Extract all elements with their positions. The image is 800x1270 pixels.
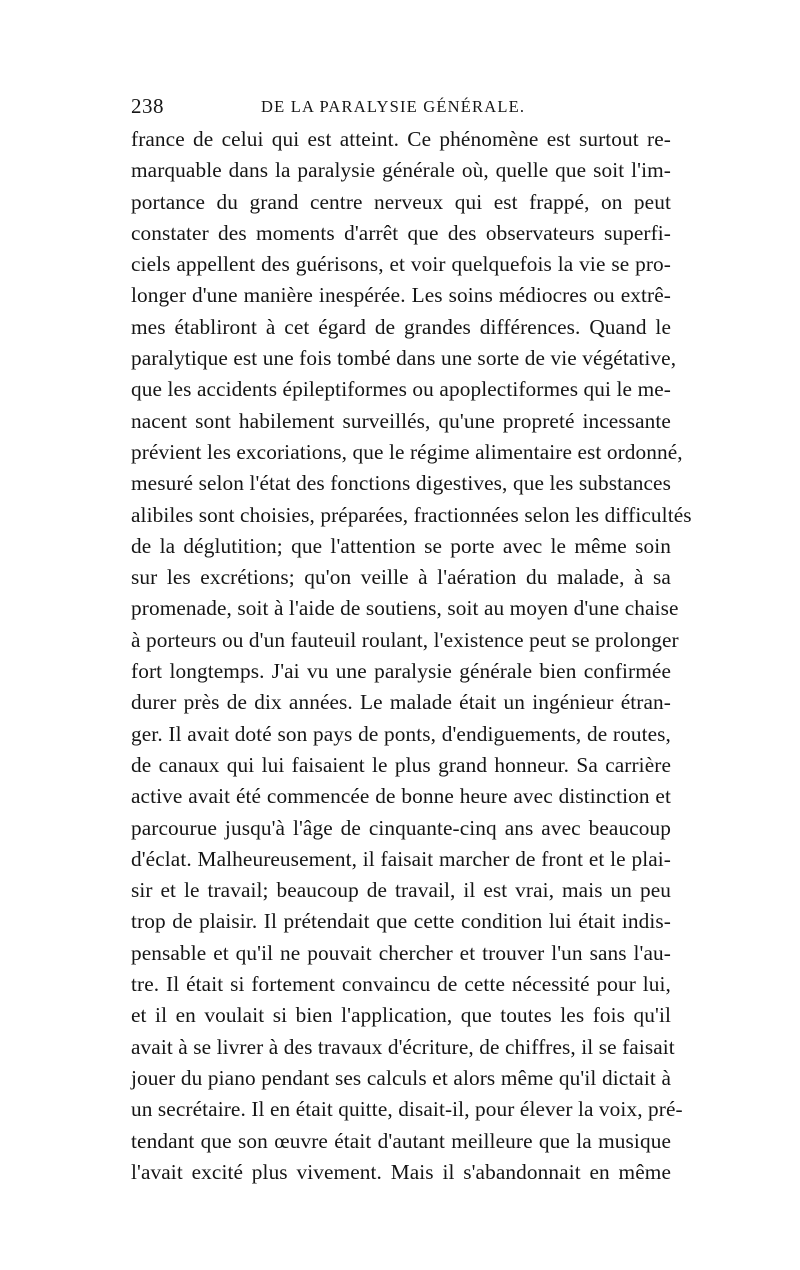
text-line: trop de plaisir. Il prétendait que cette condition lui était indis- [131,909,671,934]
page-number: 238 [131,94,164,118]
text-line: un secrétaire. Il en était quitte, disait-il, pour élever la voix, pré- [131,1097,683,1122]
text-line: sir et le travail; beaucoup de travail, il est vrai, mais un peu [131,878,671,903]
text-line: portance du grand centre nerveux qui est frappé, on peut [131,189,671,214]
text-line: que les accidents épileptiformes ou apoplectiformes qui le me- [131,377,671,402]
text-line: nacent sont habilement surveillés, qu'une propreté incessante [131,408,671,433]
text-line: mesuré selon l'état des fonctions digestives, que les substances [131,471,671,496]
text-line: alibiles sont choisies, préparées, fractionnées selon les difficultés [131,502,692,527]
text-line: pensable et qu'il ne pouvait chercher et trouver l'un sans l'au- [131,940,671,965]
text-line: france de celui qui est atteint. Ce phénomène est surtout re- [131,127,671,151]
text-line: promenade, soit à l'aide de soutiens, soit au moyen d'une chaise [131,596,679,621]
text-line: ciels appellent des guérisons, et voir quelquefois la vie se pro- [131,252,671,277]
text-line: mes établiront à cet égard de grandes différences. Quand le [131,314,671,339]
text-line: marquable dans la paralysie générale où, quelle que soit l'im- [131,158,671,183]
running-head [131,94,683,118]
text-line: paralytique est une fois tombé dans une sorte de vie végétative, [131,346,677,371]
text-line: constater des moments d'arrêt que des observateurs superfi- [131,220,671,245]
body-text [131,124,692,1188]
text-line: jouer du piano pendant ses calculs et alors même qu'il dictait à [131,1065,671,1090]
text-line: durer près de dix années. Le malade était un ingénieur étran- [131,690,671,715]
text-line: prévient les excoriations, que le régime alimentaire est ordonné, [131,439,683,464]
text-line: tre. Il était si fortement convaincu de cette nécessité pour lui, [131,972,671,997]
text-line: sur les excrétions; qu'on veille à l'aération du malade, à sa [131,565,671,590]
text-line: avait à se livrer à des travaux d'écriture, de chiffres, il se faisait [131,1034,675,1059]
text-line: d'éclat. Malheureusement, il faisait marcher de front et le plai- [131,846,671,871]
text-line: de la déglutition; que l'attention se porte avec le même soin [131,533,671,558]
text-line: fort longtemps. J'ai vu une paralysie générale bien confirmée [131,659,671,684]
text-line: longer d'une manière inespérée. Les soins médiocres ou extrê- [131,283,671,308]
text-line: tendant que son œuvre était d'autant meilleure que la musique [131,1128,671,1153]
text-line: à porteurs ou d'un fauteuil roulant, l'existence peut se prolonger [131,627,679,652]
text-line: et il en voulait si bien l'application, que toutes les fois qu'il [131,1003,671,1028]
text-line: l'avait excité plus vivement. Mais il s'abandonnait en même [131,1159,671,1184]
text-line: ger. Il avait doté son pays de ponts, d'endiguements, de routes, [131,721,671,746]
text-line: parcourue jusqu'à l'âge de cinquante-cinq ans avec beaucoup [131,815,671,840]
running-title: DE LA PARALYSIE GÉNÉRALE. [261,97,526,116]
text-line: de canaux qui lui faisaient le plus grand honneur. Sa carrière [131,752,671,777]
text-line: active avait été commencée de bonne heure avec distinction et [131,784,671,809]
